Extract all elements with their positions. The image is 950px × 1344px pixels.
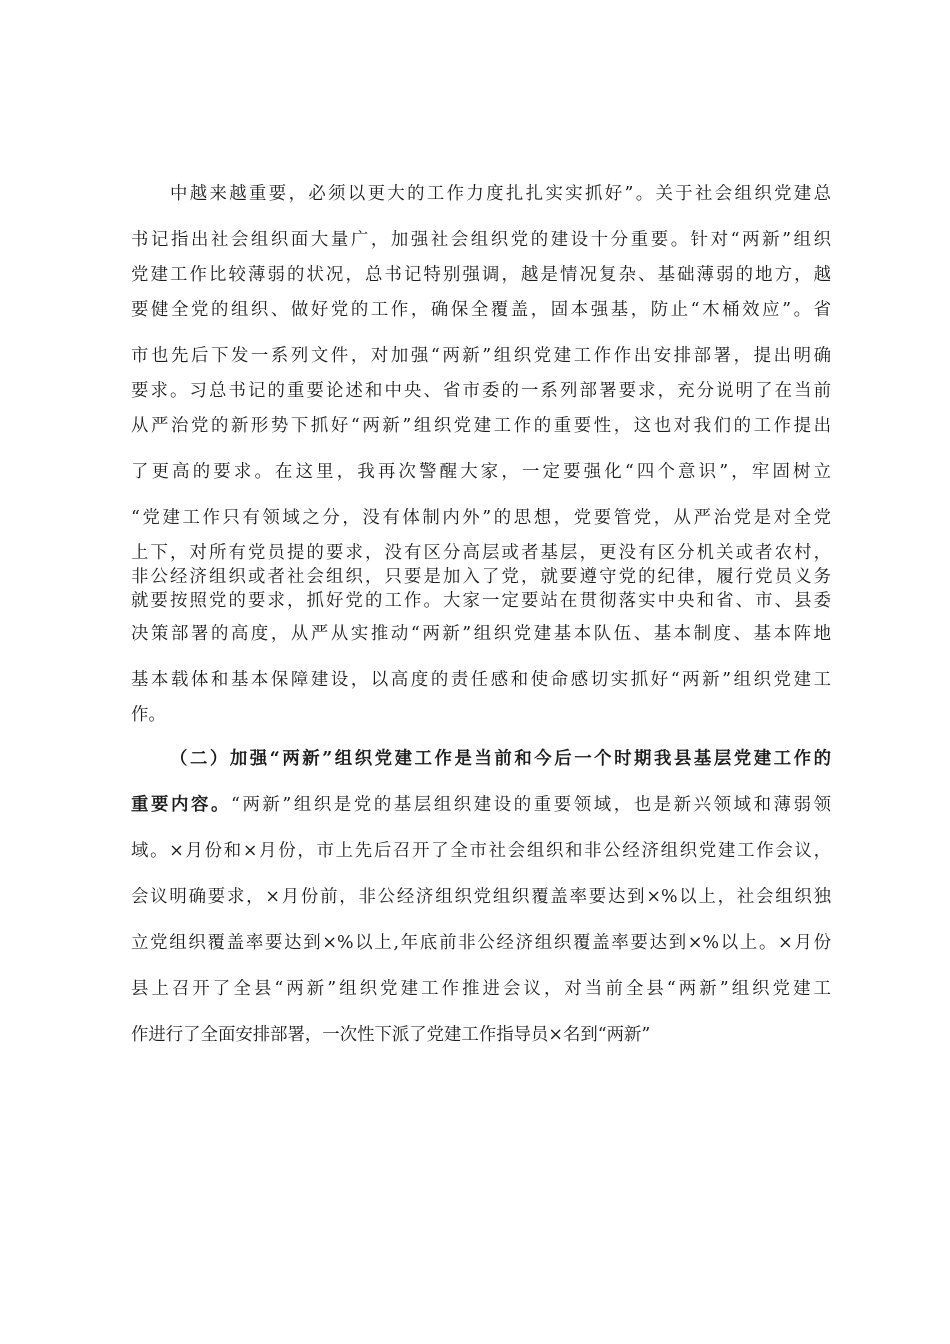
paragraph-1-line-1: 中越来越重要，必须以更大的工作力度扎扎实实抓好”。关于社会组织党建总 [170, 184, 831, 204]
paragraph-1-line-12: 就要按照党的要求，抓好党的工作。大家一定要站在贯彻落实中央和省、市、县委 [131, 591, 831, 611]
paragraph-1-line-11: 非公经济组织或者社会组织，只要是加入了党，就要遵守党的纪律，履行党员义务 [131, 567, 831, 587]
paragraph-1-line-2: 书记指出社会组织面大量广，加强社会组织党的建设十分重要。针对“两新”组织 [131, 230, 831, 250]
paragraph-2-line-2 [131, 792, 831, 818]
paragraph-2-heading: （二）加强“两新”组织党建工作是当前和今后一个时期我县基层党建工作的 [170, 749, 831, 769]
paragraph-1-line-15: 作。 [131, 705, 166, 725]
paragraph-1-line-14: 基本载体和基本保障建设，以高度的责任感和使命感切实抓好“两新”组织党建工 [131, 670, 831, 690]
paragraph-1-line-5: 市也先后下发一系列文件，对加强“两新”组织党建工作作出安排部署，提出明确 [131, 346, 831, 366]
paragraph-1-line-7: 从严治党的新形势下抓好“两新”组织党建工作的重要性，这也对我们的工作提出 [131, 416, 831, 436]
paragraph-2-line-6: 县上召开了全县“两新”组织党建工作推进会议，对当前全县“两新”组织党建工 [131, 979, 831, 999]
paragraph-2-line-7: 作进行了全面安排部署，一次性下派了党建工作指导员×名到“两新” [131, 1025, 651, 1045]
paragraph-2-heading-end: 重要内容。 [131, 795, 231, 815]
paragraph-1-line-13: 决策部署的高度，从严从实推动“两新”组织党建基本队伍、基本制度、基本阵地 [131, 624, 831, 644]
paragraph-1-line-6: 要求。习总书记的重要论述和中央、省市委的一系列部署要求，充分说明了在当前 [131, 381, 831, 401]
paragraph-1-line-4: 要健全党的组织、做好党的工作，确保全覆盖，固本强基，防止“木桶效应”。省 [131, 300, 831, 320]
paragraph-1-line-9: “党建工作只有领域之分，没有体制内外”的思想，党要管党，从严治党是对全党 [131, 508, 831, 528]
paragraph-2-line-5: 立党组织覆盖率要达到×%以上,年底前非公经济组织覆盖率要达到×%以上。×月份 [131, 933, 831, 953]
paragraph-1-line-8: 了更高的要求。在这里，我再次警醒大家，一定要强化“四个意识”，牢固树立 [131, 462, 831, 482]
paragraph-1-line-10: 上下，对所有党员提的要求，没有区分高层或者基层，更没有区分机关或者农村， [131, 543, 831, 563]
paragraph-2-line-3: 域。×月份和×月份，市上先后召开了全市社会组织和非公经济组织党建工作会议， [131, 841, 831, 861]
paragraph-2-line-2-text: “两新”组织是党的基层组织建设的重要领域，也是新兴领域和薄弱领 [230, 795, 831, 815]
paragraph-1-line-3: 党建工作比较薄弱的状况，总书记特别强调，越是情况复杂、基础薄弱的地方，越 [131, 265, 831, 285]
paragraph-2-line-4: 会议明确要求，×月份前，非公经济组织党组织覆盖率要达到×%以上，社会组织独 [131, 887, 831, 907]
